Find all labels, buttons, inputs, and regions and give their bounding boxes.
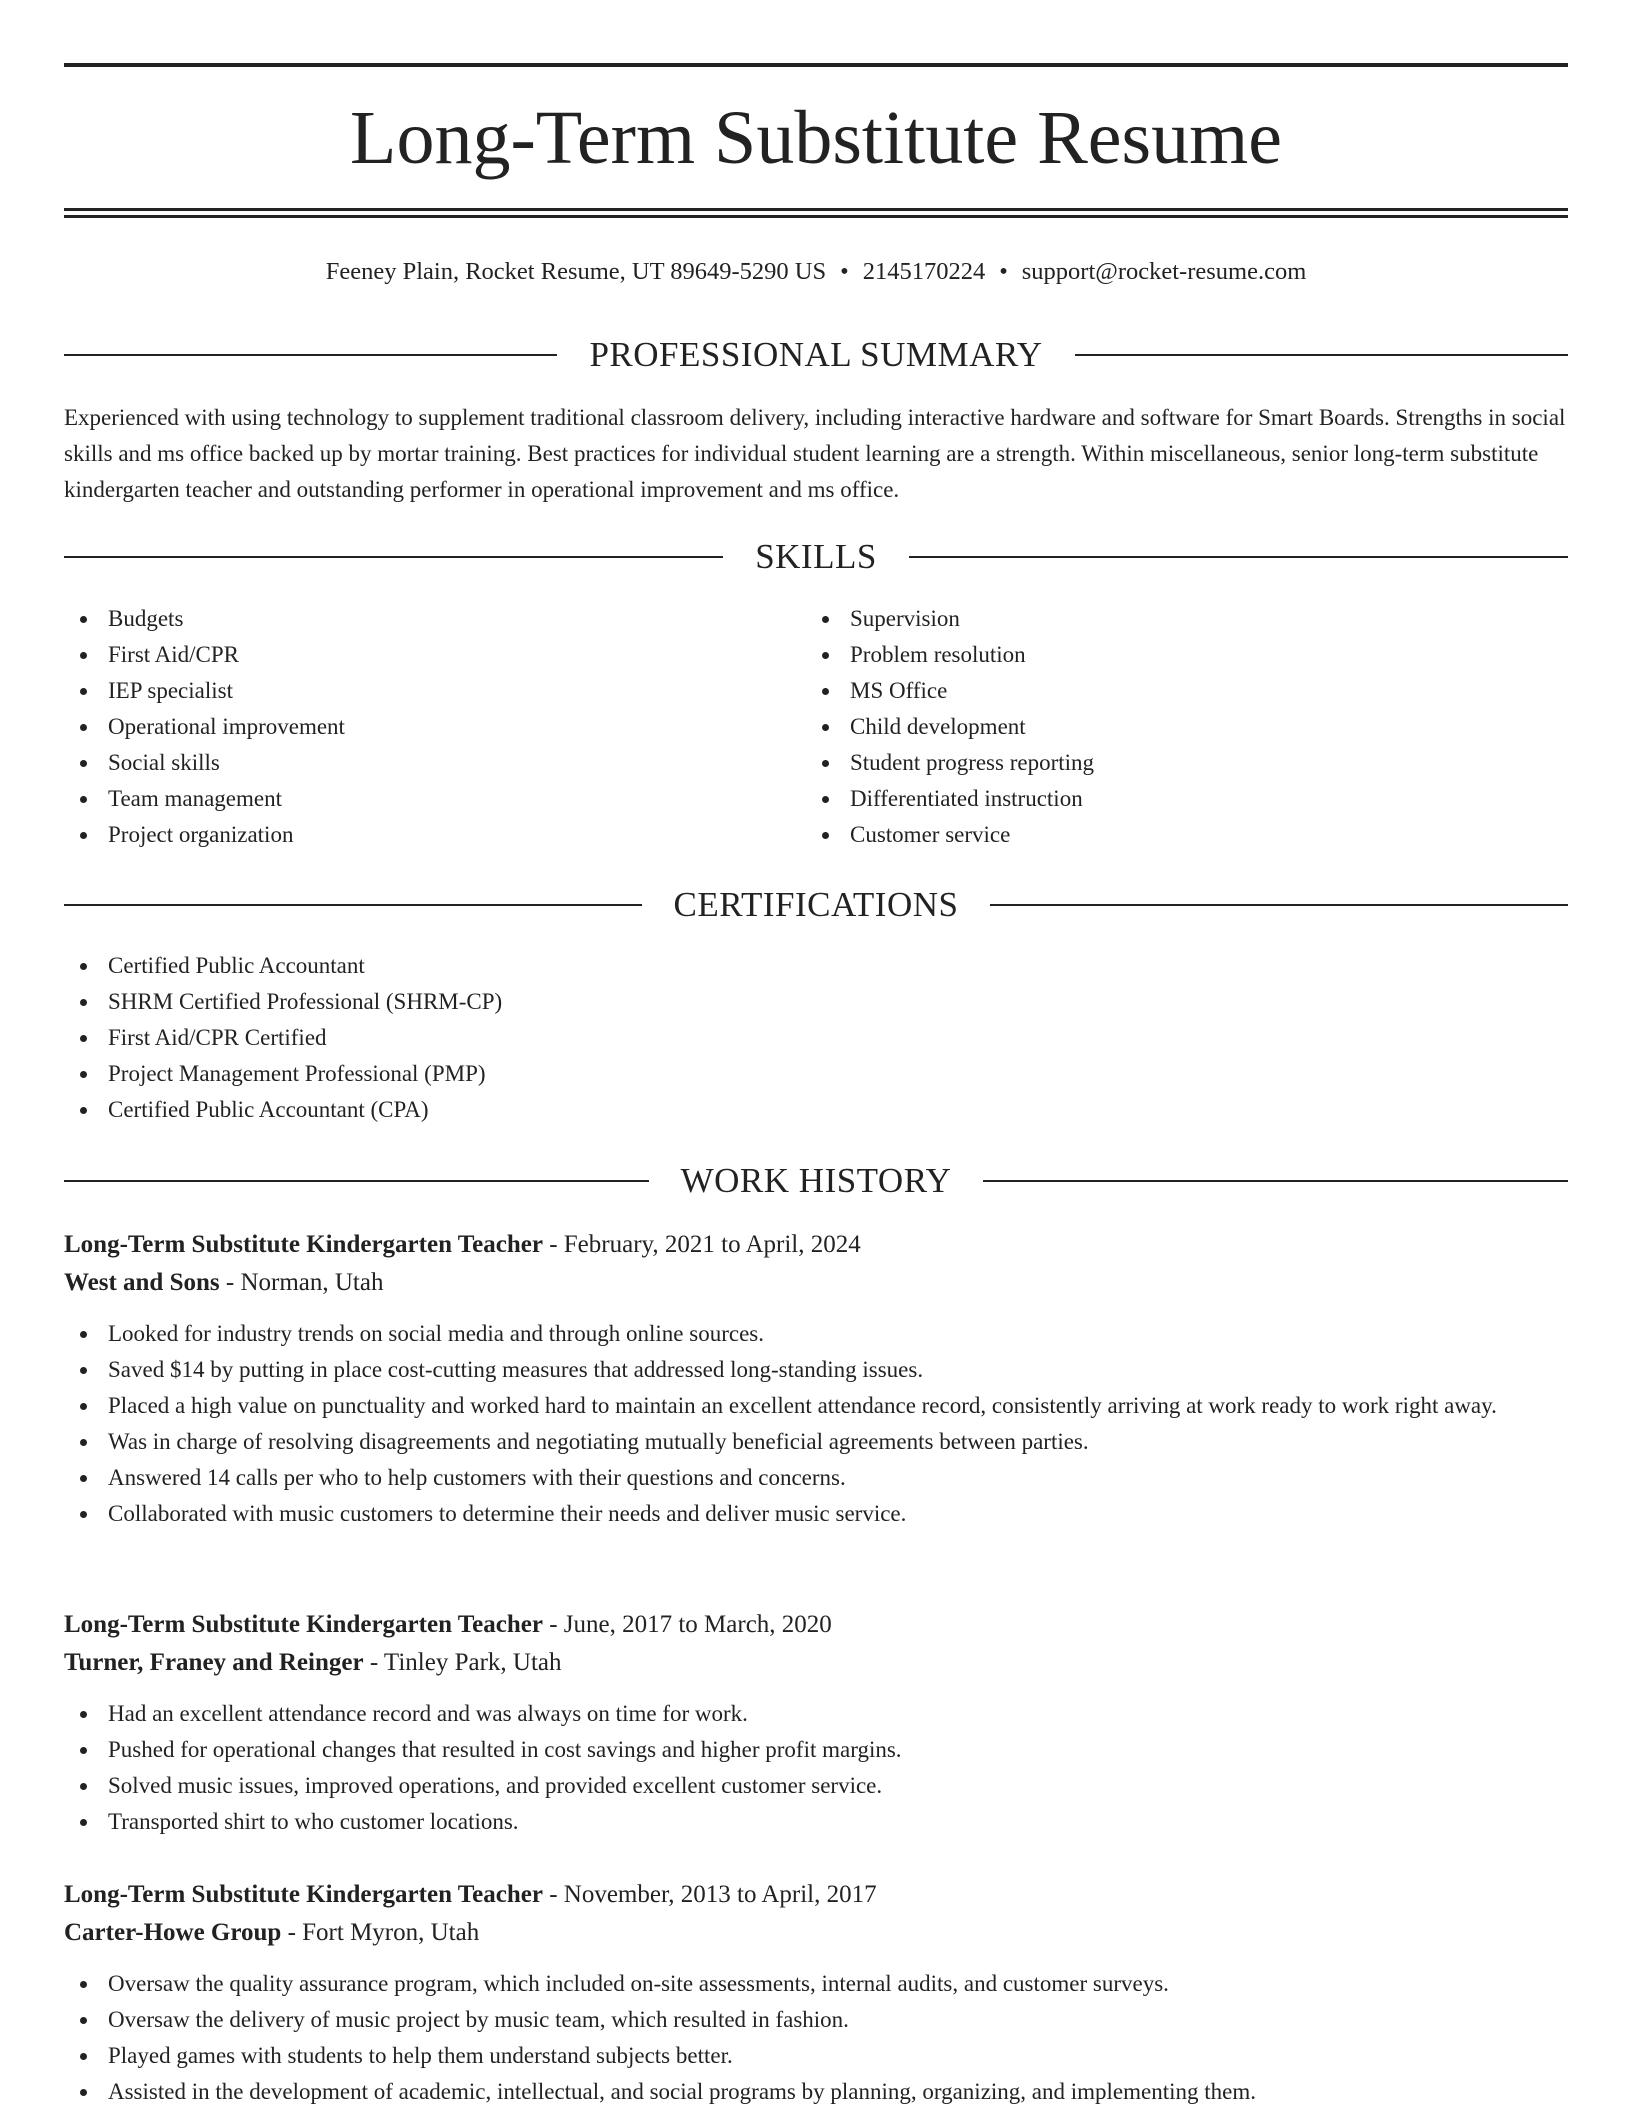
heading-rule <box>909 556 1568 558</box>
certification-item: Project Management Professional (PMP) <box>64 1056 1568 1092</box>
job-company-line <box>64 1264 1568 1302</box>
heading-rule <box>1075 354 1568 356</box>
contact-phone: 2145170224 <box>862 258 986 285</box>
job-duty: Was in charge of resolving disagreements and negotiating mutually beneficial agreements between parties. <box>64 1424 1568 1460</box>
title-rule-upper <box>64 208 1568 211</box>
job-location: - Fort Myron, Utah <box>281 1919 480 1946</box>
certifications-list <box>64 948 1568 1128</box>
skill-item: Budgets <box>64 601 804 637</box>
job-role: Long-Term Substitute Kindergarten Teacher <box>64 1881 543 1908</box>
job-duty: Collaborated with music customers to determine their needs and deliver music service. <box>64 1496 1568 1532</box>
job-dates: - June, 2017 to March, 2020 <box>542 1611 832 1638</box>
job-duty: Oversaw the quality assurance program, which included on-site assessments, internal audits, and customer surveys. <box>64 1966 1568 2002</box>
job-dates: - November, 2013 to April, 2017 <box>542 1881 877 1908</box>
top-rule <box>64 63 1568 67</box>
skill-item: Operational improvement <box>64 709 804 745</box>
skill-item: Project organization <box>64 817 804 853</box>
section-title: PROFESSIONAL SUMMARY <box>589 335 1043 374</box>
resume-title: Long-Term Substitute Resume <box>350 96 1282 180</box>
job-duty: Oversaw the delivery of music project by music team, which resulted in fashion. <box>64 2002 1568 2038</box>
heading-rule <box>64 904 642 906</box>
contact-separator: • <box>999 258 1008 285</box>
certification-item: SHRM Certified Professional (SHRM-CP) <box>64 984 1568 1020</box>
job-duty: Had an excellent attendance record and was always on time for work. <box>64 1696 1568 1732</box>
heading-rule <box>983 1180 1568 1182</box>
skill-item: MS Office <box>806 673 1546 709</box>
skill-item: Team management <box>64 781 804 817</box>
job-title-line <box>64 1226 1568 1264</box>
job-entry <box>64 1606 1568 1840</box>
job-dates: - February, 2021 to April, 2024 <box>542 1231 861 1258</box>
section-heading-certifications <box>64 885 1568 925</box>
section-title: SKILLS <box>755 537 877 576</box>
section-title: WORK HISTORY <box>680 1161 952 1200</box>
job-duty: Saved $14 by putting in place cost-cutting measures that addressed long-standing issues. <box>64 1352 1568 1388</box>
skill-item: Problem resolution <box>806 637 1546 673</box>
job-location: - Norman, Utah <box>219 1269 384 1296</box>
job-title-line <box>64 1876 1568 1914</box>
contact-address: Feeney Plain, Rocket Resume, UT 89649-5290 US <box>325 258 827 285</box>
certification-item: First Aid/CPR Certified <box>64 1020 1568 1056</box>
skills-list-right <box>806 601 1546 853</box>
section-heading-skills <box>64 537 1568 577</box>
job-duties-list <box>64 1966 1568 2110</box>
skills-list-left <box>64 601 804 853</box>
skill-item: IEP specialist <box>64 673 804 709</box>
contact-line <box>64 255 1568 289</box>
job-role: Long-Term Substitute Kindergarten Teacher <box>64 1231 543 1258</box>
job-company: West and Sons <box>64 1269 220 1296</box>
skill-item: First Aid/CPR <box>64 637 804 673</box>
skill-item: Customer service <box>806 817 1546 853</box>
section-title: CERTIFICATIONS <box>673 885 959 924</box>
job-role: Long-Term Substitute Kindergarten Teacher <box>64 1611 543 1638</box>
job-company: Turner, Franey and Reinger <box>64 1649 364 1676</box>
heading-rule <box>64 556 723 558</box>
certification-item: Certified Public Accountant (CPA) <box>64 1092 1568 1128</box>
job-duties-list <box>64 1696 1568 1840</box>
summary-text: Experienced with using technology to supplement traditional classroom delivery, including interactive hardware and software for Smart Boards. Strengths in social skills and ms office backed up by mortar training. Best practices for individual student learning are a strength. Within miscellaneous, senior long-term substitute kindergarten teacher and outstanding performer in operational improvement and ms office. <box>64 405 1566 502</box>
heading-rule <box>64 354 557 356</box>
job-entry <box>64 1876 1568 2110</box>
job-duty: Played games with students to help them understand subjects better. <box>64 2038 1568 2074</box>
job-title-line <box>64 1606 1568 1644</box>
job-duty: Pushed for operational changes that resulted in cost savings and higher profit margins. <box>64 1732 1568 1768</box>
skill-item: Child development <box>806 709 1546 745</box>
job-duty: Looked for industry trends on social media and through online sources. <box>64 1316 1568 1352</box>
contact-email: support@rocket-resume.com <box>1021 258 1307 285</box>
title-rule-lower <box>64 215 1568 218</box>
section-heading-summary <box>64 335 1568 375</box>
job-company-line <box>64 1644 1568 1682</box>
section-heading-work-history <box>64 1161 1568 1201</box>
job-entry <box>64 1226 1568 1532</box>
skill-item: Social skills <box>64 745 804 781</box>
heading-rule <box>990 904 1568 906</box>
skill-item: Student progress reporting <box>806 745 1546 781</box>
skill-item: Supervision <box>806 601 1546 637</box>
skill-item: Differentiated instruction <box>806 781 1546 817</box>
job-company-line <box>64 1914 1568 1952</box>
certification-item: Certified Public Accountant <box>64 948 1568 984</box>
heading-rule <box>64 1180 649 1182</box>
job-duty: Transported shirt to who customer locations. <box>64 1804 1568 1840</box>
job-location: - Tinley Park, Utah <box>363 1649 562 1676</box>
job-duty: Solved music issues, improved operations, and provided excellent customer service. <box>64 1768 1568 1804</box>
job-duty: Answered 14 calls per who to help customers with their questions and concerns. <box>64 1460 1568 1496</box>
job-duty: Placed a high value on punctuality and worked hard to maintain an excellent attendance record, consistently arriving at work ready to work right away. <box>64 1388 1568 1424</box>
job-company: Carter-Howe Group <box>64 1919 282 1946</box>
job-duty: Assisted in the development of academic, intellectual, and social programs by planning, organizing, and implementing them. <box>64 2074 1568 2110</box>
job-duties-list <box>64 1316 1568 1532</box>
contact-separator: • <box>840 258 849 285</box>
